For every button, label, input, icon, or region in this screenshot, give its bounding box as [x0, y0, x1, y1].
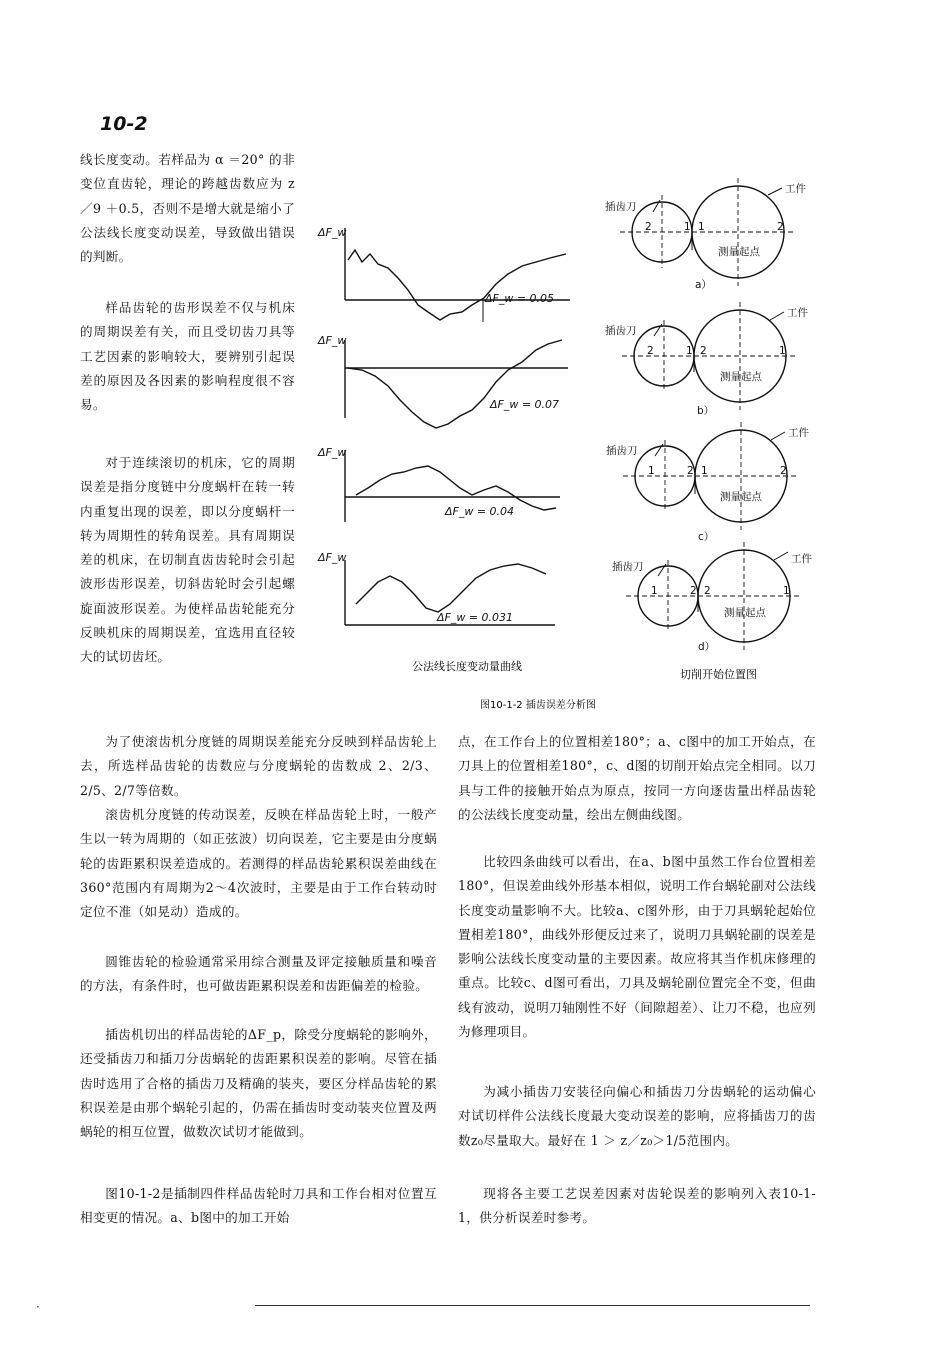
body-right-paragraph-3: 为减小插齿刀安装径向偏心和插齿刀分齿蜗轮的运动偏心对试切样件公法线长度最大变动误差的影响，应将插齿刀的齿数z₀尽量取大。最好在 1 ＞ z／z₀＞1/5范围内。: [458, 1084, 816, 1148]
left-paragraph-3: 对于连续滚切的机床，它的周期误差是指分度链中分度蜗杆在转一转内重复出现的误差，即以分度蜗杆一转为周期性的转角误差。具有周期误差的机床，在切制直齿齿轮时会引起波形齿形误差，切斜齿轮时会引起螺旋面波形误差。为使样品齿轮能充分反映机床的周期误差，宜选用直径较大的试切齿坯。: [80, 455, 295, 665]
position-c: [606, 422, 809, 543]
curves-caption: 公法线长度变动量曲线: [412, 660, 522, 673]
body-right-paragraph-1: 点，在工作台上的位置相差180°；a、c图中的加工开始点，在刀具上的位置相差180°，c、d图的切削开始点完全相同。以刀具与工件的接触开始点为原点，按同一方向逐齿量出样品齿轮的公法线长度变动量，绘出左侧曲线图。: [458, 734, 816, 822]
position-c-work-right: 2: [780, 465, 787, 477]
position-d-cutter-label: 插齿刀: [612, 561, 644, 573]
curve-b: [345, 340, 568, 428]
left-paragraph-2: 样品齿轮的齿形误差不仅与机床的周期误差有关，而且受切齿刀具等工艺因素的影响较大，要辨别引起误差的原因及各因素的影响程度很不容易。: [80, 300, 295, 413]
position-d-start-label: 测量起点: [724, 607, 766, 619]
curve-a-axis-label: ΔF_w: [318, 226, 347, 239]
position-a-workpiece-label: 工件: [785, 183, 806, 195]
position-c-work-left: 1: [701, 465, 708, 477]
position-a-sub: a）: [695, 279, 712, 291]
position-c-cutter-right: 2: [687, 465, 694, 477]
position-d-work-right: 1: [783, 585, 790, 597]
body-right-paragraph-4: 现将各主要工艺误差因素对齿轮误差的影响列入表10-1-1，供分析误差时参考。: [458, 1186, 816, 1226]
body-left-paragraph-1: 为了使滚齿机分度链的周期误差能充分反映到样品齿轮上去，所选样品齿轮的齿数应与分度蜗轮的齿数成 2、2/3、2/5、2/7等倍数。: [80, 734, 437, 798]
figure-caption: 图10-1-2 插齿误差分析图: [480, 700, 596, 710]
curve-a-value-label: ΔF_w = 0.05: [485, 292, 555, 305]
figure-error-analysis: [300, 150, 840, 710]
position-b-workpiece-label: 工件: [787, 307, 808, 319]
position-a-cutter-right: 1: [684, 221, 691, 233]
position-d-work-left: 2: [704, 585, 711, 597]
position-b-cutter-right: 1: [686, 345, 693, 357]
left-paragraph-1: 线长度变动。若样品为 α ＝20° 的非变位直齿轮，理论的跨越齿数应为 z／9 ＋0.5，否则不是增大就是缩小了公法线长度变动误差，导致做出错误的判断。: [80, 152, 295, 265]
position-b-sub: b）: [697, 405, 715, 417]
position-c-sub: c）: [698, 531, 715, 543]
margin-mark: ·: [36, 1300, 40, 1314]
position-b-work-left: 2: [700, 345, 707, 357]
position-d-workpiece-label: 工件: [791, 553, 812, 565]
position-c-cutter-label: 插齿刀: [606, 445, 638, 457]
position-d: [612, 542, 812, 653]
position-c-workpiece-label: 工件: [788, 427, 809, 439]
bottom-rule: [255, 1305, 810, 1306]
position-b-cutter-label: 插齿刀: [605, 325, 637, 337]
body-right-paragraph-2: 比较四条曲线可以看出，在a、b图中虽然工作台位置相差180°，但误差曲线外形基本相似，说明工作台蜗轮副对公法线长度变动量影响不大。比较a、c图外形，由于刀具蜗轮起始位置相差180°，曲线外形便反过来了，说明刀具蜗轮副的误差是影响公法线长度变动量的主要因素。故应将其当作机床修理的重点。比较c、d图可看出，刀具及蜗轮副位置完全不变，但曲线有波动，说明刀轴刚性不好（间隙超差）、让刀不稳，也应列为修理项目。: [458, 854, 816, 1040]
position-d-cutter-right: 2: [690, 585, 697, 597]
curve-c-value-label: ΔF_w = 0.04: [445, 505, 515, 518]
position-b-start-label: 测量起点: [720, 371, 762, 383]
position-b-cutter-left: 2: [647, 345, 654, 357]
curve-d-axis-label: ΔF_w: [318, 551, 347, 564]
body-left-paragraph-2: 滚齿机分度链的传动误差，反映在样品齿轮上时，一般产生以一转为周期的（如正弦波）切向误差，它主要是由分度蜗轮的齿距累积误差造成的。若测得的样品齿轮累积误差曲线在360°范围内有周期为2～4次波时，主要是由于工作台转动时定位不准（如晃动）造成的。: [80, 807, 437, 920]
position-b-work-right: 1: [779, 345, 786, 357]
position-a: [605, 178, 806, 291]
page-number: 10-2: [100, 113, 148, 135]
curve-c-axis-label: ΔF_w: [318, 446, 347, 459]
curve-d-value-label: ΔF_w = 0.031: [437, 611, 514, 624]
position-a-work-right: 2: [777, 221, 784, 233]
position-c-start-label: 测量起点: [720, 491, 762, 503]
position-a-start-label: 测量起点: [718, 246, 760, 258]
position-c-cutter-left: 1: [648, 465, 655, 477]
curve-b-value-label: ΔF_w = 0.07: [490, 398, 560, 411]
curve-a: [345, 228, 570, 322]
position-d-cutter-left: 1: [651, 585, 658, 597]
body-left-paragraph-4: 插齿机切出的样品齿轮的ΔF_p，除受分度蜗轮的影响外，还受插齿刀和插刀分齿蜗轮的齿距累积误差的影响。尽管在插齿时选用了合格的插齿刀及精确的装夹，要区分样品齿轮的累积误差是由那个蜗轮引起的，仍需在插齿时变动装夹位置及两蜗轮的相互位置，做数次试切才能做到。: [80, 1027, 437, 1140]
position-d-sub: d）: [698, 641, 716, 653]
curve-b-axis-label: ΔF_w: [318, 334, 347, 347]
position-a-cutter-left: 2: [645, 221, 652, 233]
position-a-cutter-label: 插齿刀: [605, 201, 637, 213]
body-left-paragraph-3: 圆锥齿轮的检验通常采用综合测量及评定接触质量和噪音的方法，有条件时，也可做齿距累积误差和齿距偏差的检验。: [80, 954, 437, 994]
positions-caption: 切削开始位置图: [680, 668, 757, 681]
body-left-paragraph-5: 图10-1-2是插制四件样品齿轮时刀具和工作台相对位置互相变更的情况。a、b图中的加工开始: [80, 1186, 437, 1226]
position-b: [605, 302, 808, 417]
position-a-work-left: 1: [698, 221, 705, 233]
